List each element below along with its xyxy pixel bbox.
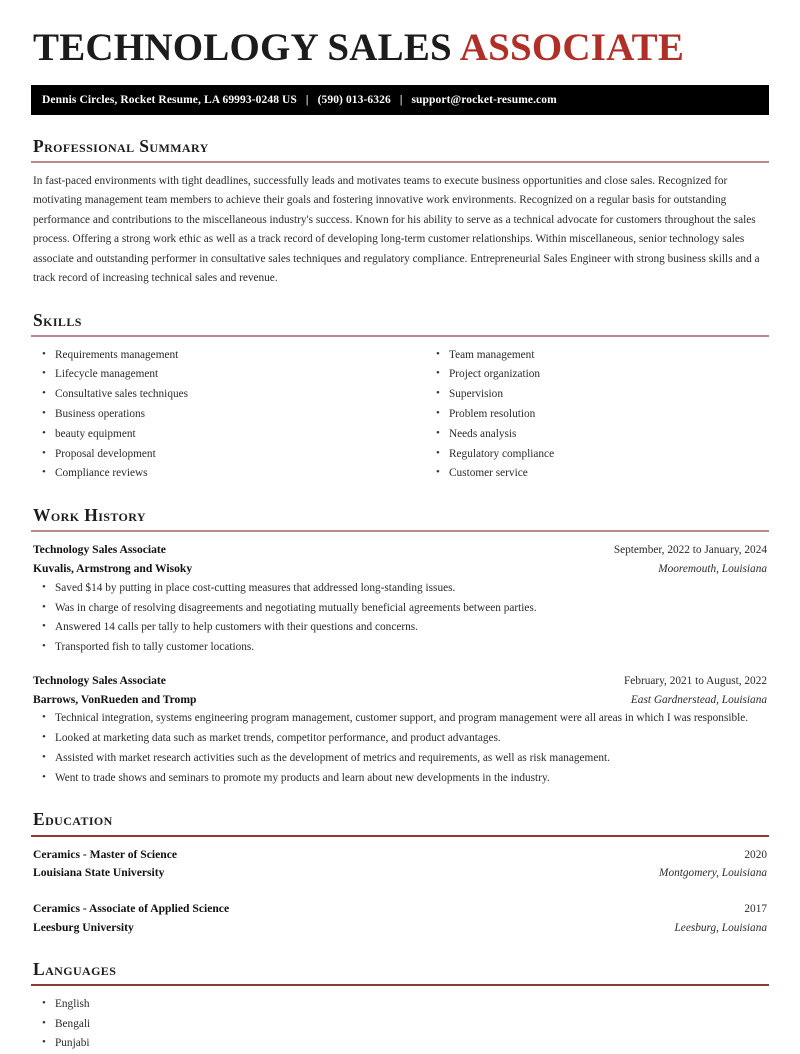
list-item: • Punjabi [31,1034,769,1054]
section-divider-work-history [31,530,769,532]
section-heading-education: Education [33,809,113,830]
contact-separator-1: | [305,93,309,106]
education-year: 2017 [744,903,767,916]
education-location: Montgomery, Louisiana [659,867,767,880]
list-item: • Problem resolution [425,405,769,425]
list-item: • Answered 14 calls per tally to help customers with their questions and concerns. [31,618,769,638]
list-item: • Went to trade shows and seminars to promote my products and learn about new developments in the industry. [31,769,769,789]
list-item: • Proposal development [31,445,400,465]
contact-address: Dennis Circles, Rocket Resume, LA 69993-0248 US [42,93,297,106]
work-entry-title-row [33,672,767,691]
skills-column-right [400,346,769,484]
education-degree: Ceramics - Master of Science [33,847,178,861]
work-dates: September, 2022 to January, 2024 [613,544,767,557]
section-education [31,809,769,937]
section-heading-languages: Languages [33,958,117,979]
education-entry [31,846,769,884]
section-divider-skills [31,335,769,337]
resume-title-accent: ASSOCIATE [459,26,685,69]
work-company: Kuvalis, Armstrong and Wisoky [33,561,193,575]
summary-text: In fast-paced environments with tight deadlines, successfully leads and motivates teams to execute business opportunities and close sales. Recognized for motivating management team members to achieve their goals and fostering innovative work environments. Recognized on a regular basis for outstanding performance and contributions to the miscellaneous industry's success. Known for his ability to serve as a technical advocate for customers throughout the sales process. Offering a strong work ethic as well as a track record of developing long-term customer relationships. Within miscellaneous, senior technology sales associate and outstanding performer in consultative sales techniques and regulatory compliance. Entrepreneurial Sales Engineer with strong business skills and a track record of increasing technical sales and revenue. [33,175,760,285]
education-school: Louisiana State University [33,866,165,880]
education-school: Leesburg University [33,920,134,934]
work-bullet-list [31,579,769,658]
section-divider-languages [31,984,769,986]
work-bullet-list [31,709,769,788]
list-item: • Bengali [31,1015,769,1035]
list-item: • Team management [425,346,769,366]
work-entry-company-row [33,691,767,710]
section-heading-summary: Professional Summary [33,135,209,156]
resume-title [33,28,769,69]
section-heading-work-history: Work History [33,505,146,526]
work-entry [31,672,769,789]
list-item: • Was in charge of resolving disagreements and negotiating mutually beneficial agreements between parties. [31,599,769,619]
education-degree-row [33,900,767,919]
work-location: Mooremouth, Louisiana [658,562,767,575]
section-divider-education [31,835,769,837]
skills-columns [31,346,769,484]
education-degree-row [33,846,767,865]
work-company: Barrows, VonRueden and Tromp [33,692,197,706]
contact-inner [42,94,557,106]
contact-email[interactable]: support@rocket-resume.com [411,93,557,106]
work-entry-list [31,541,769,788]
list-item: • Compliance reviews [31,464,400,484]
list-item: • Consultative sales techniques [31,385,400,405]
skills-list-right [425,346,769,484]
list-item: • Saved $14 by putting in place cost-cutting measures that addressed long-standing issues. [31,579,769,599]
section-professional-summary [31,136,769,289]
list-item: • Business operations [31,405,400,425]
work-location: East Gardnerstead, Louisiana [630,693,767,706]
list-item: • Looked at marketing data such as market trends, competitor performance, and product advantages. [31,729,769,749]
list-item: • Assisted with market research activities such as the development of metrics and requirements, as well as risk management. [31,749,769,769]
skills-column-left [31,346,400,484]
work-dates: February, 2021 to August, 2022 [624,674,767,687]
contact-separator-2: | [399,93,403,106]
list-item: • beauty equipment [31,425,400,445]
languages-list [31,995,769,1054]
education-school-row [33,919,767,938]
list-item: • Customer service [425,464,769,484]
contact-bar [31,85,769,115]
education-entry-list [31,846,769,938]
education-school-row [33,864,767,883]
list-item: • Regulatory compliance [425,445,769,465]
list-item: • Needs analysis [425,425,769,445]
work-entry-title-row [33,541,767,560]
section-divider-summary [31,161,769,163]
section-heading-skills: Skills [33,309,82,330]
section-languages [31,959,769,1054]
list-item: • Requirements management [31,346,400,366]
list-item: • Transported fish to tally customer locations. [31,638,769,658]
list-item: • English [31,995,769,1015]
education-degree: Ceramics - Associate of Applied Science [33,902,230,916]
work-entry [31,541,769,658]
list-item: • Supervision [425,385,769,405]
work-job-title: Technology Sales Associate [33,543,166,557]
section-skills [31,310,769,484]
education-location: Leesburg, Louisiana [674,921,767,934]
list-item: • Lifecycle management [31,365,400,385]
resume-title-main: TECHNOLOGY SALES [33,26,460,69]
work-entry-company-row [33,560,767,579]
work-job-title: Technology Sales Associate [33,673,166,687]
list-item: • Technical integration, systems engineering program management, customer support, and program management were all areas in which I was responsible. [31,709,769,729]
section-work-history [31,505,769,788]
education-year: 2020 [744,848,767,861]
skills-list-left [31,346,400,484]
list-item: • Project organization [425,365,769,385]
contact-phone[interactable]: (590) 013-6326 [317,93,391,106]
education-entry [31,900,769,938]
